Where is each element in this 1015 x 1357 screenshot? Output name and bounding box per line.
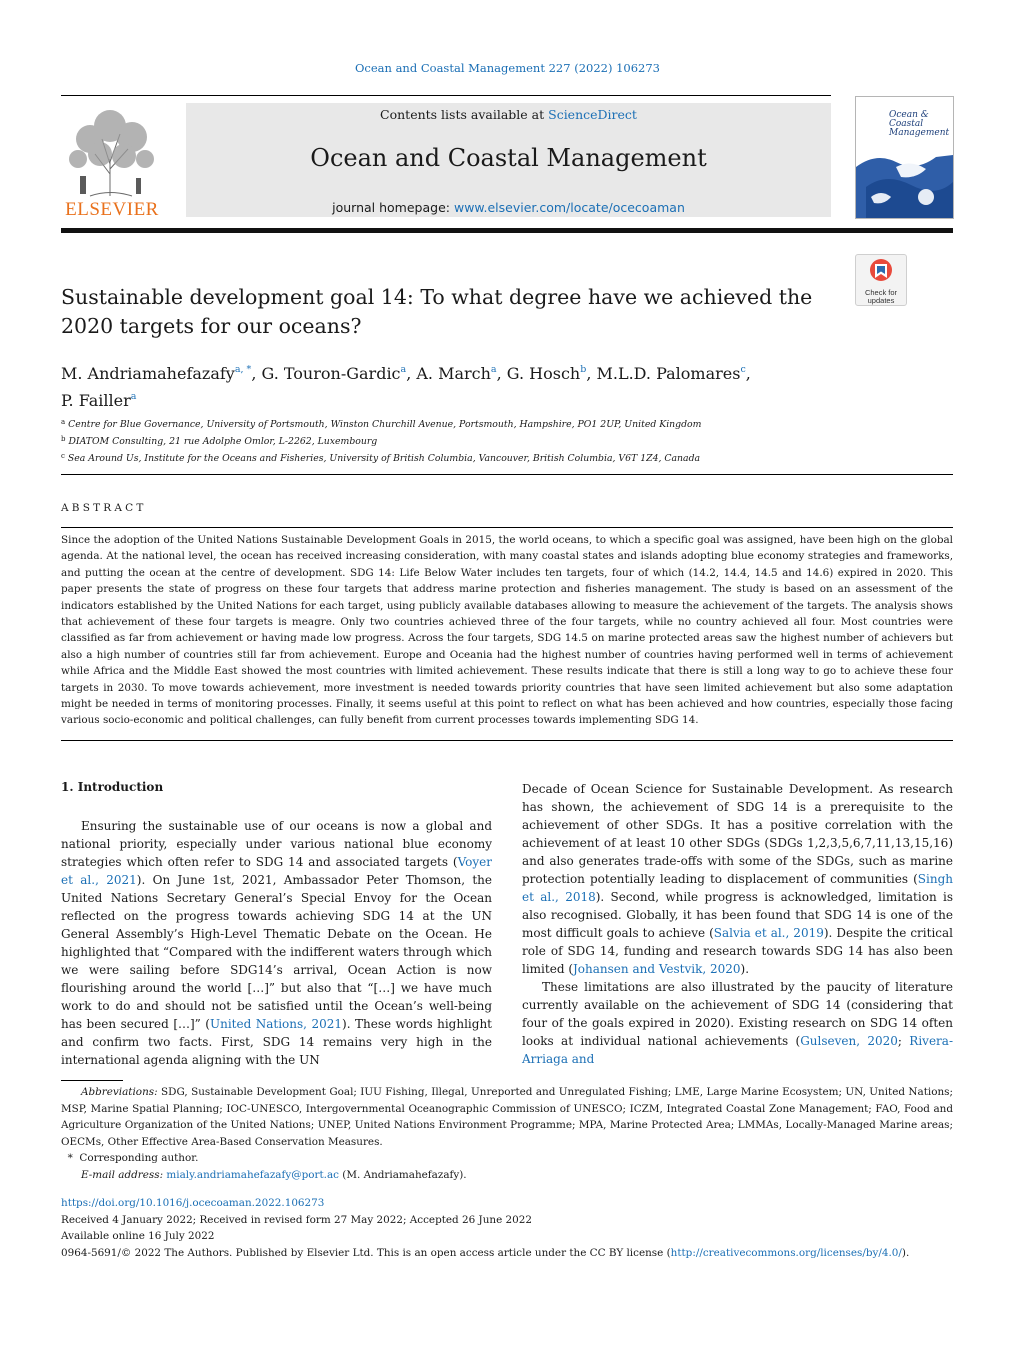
license-line: 0964-5691/© 2022 The Authors. Published by Elsevier Ltd. This is an open access article under the CC BY license (http://creativecommons.org/licenses/by/4.0/).	[61, 1246, 910, 1259]
citation-link[interactable]: Gulseven, 2020	[800, 1034, 898, 1048]
cover-title: Ocean & Coastal Management	[889, 110, 950, 138]
publication-info	[61, 1195, 953, 1261]
email-link[interactable]: mialy.andriamahefazafy@port.ac	[166, 1168, 339, 1181]
email-footnote: E-mail address: mialy.andriamahefazafy@port.ac (M. Andriamahefazafy).	[81, 1168, 467, 1181]
elsevier-wordmark: ELSEVIER	[65, 199, 159, 220]
divider	[61, 527, 953, 528]
journal-title: Ocean and Coastal Management	[310, 144, 707, 172]
article-title: Sustainable development goal 14: To what degree have we achieved the 2020 targets for our oceans?	[61, 285, 813, 338]
divider	[61, 740, 953, 741]
affiliation: $^c$ Sea Around Us, Institute for the Oceans and Fisheries, University of British Columbia, Vancouver, British Columbia, V6T 1Z4, Canada	[61, 452, 701, 464]
doi-link[interactable]: https://doi.org/10.1016/j.ocecoaman.2022.106273	[61, 1197, 325, 1209]
check-for-updates-badge[interactable]	[855, 254, 907, 306]
header-thick-rule	[61, 228, 953, 233]
corresponding-author-note: * Corresponding author.	[61, 1152, 199, 1164]
affiliations	[61, 415, 953, 466]
citation-link[interactable]: Salvia et al., 2019	[713, 926, 824, 940]
divider	[61, 474, 953, 475]
paragraph: Ensuring the sustainable use of our oceans is now a global and national priority, especially under various national blue economy strategies which often refer to SDG 14 and associated targets (Voyer et al., 2021). On June 1st, 2021, Ambassador Peter Thomson, the United Nations Secretary General’s Special Envoy for the Ocean reflected on the progress towards achieving SDG 14 at the UN General Assembly’s High-Level Thematic Debate on the Ocean. He highlighted that “Compared with the indifferent waters through which we were sailing before SDG14’s arrival, Ocean Action is now flourishing around the world […]” but also that “[…] we have much work to do and should not be satisfied until the Ocean’s well-being has been secured […]” (United Nations, 2021). These words highlight and confirm two facts. First, SDG 14 remains very high in the international agenda aligning with the UN	[61, 819, 493, 1067]
abstract-heading: ABSTRACT	[61, 502, 147, 514]
section-heading-introduction: 1. Introduction	[61, 780, 164, 794]
author[interactable]: P. Failler$^a$	[61, 391, 137, 410]
header-rule	[61, 95, 831, 96]
journal-cover	[855, 96, 954, 219]
paragraph: These limitations are also illustrated by the paucity of literature currently available on the achievement of SDG 14 (considering that four of the goals expired in 2020). Existing research on SDG 14 often looks at individual national achievements (Gulseven, 2020; Rivera-Arriaga and	[522, 980, 953, 1066]
affiliation: $^b$ DIATOM Consulting, 21 rue Adolphe Omlor, L-2262, Luxembourg	[61, 435, 378, 447]
citation-link[interactable]: Johansen and Vestvik, 2020	[573, 962, 741, 976]
paragraph: Decade of Ocean Science for Sustainable Development. As research has shown, the achievement of SDG 14 is a prerequisite to the achievement of other SDGs. It has a positive correlation with the achievement of at least 10 other SDGs (SDGs 1,2,3,5,6,7,11,13,15,16) and also generates trade-offs with some of the SDGs, such as marine protection potentially leading to displacement of communities (Singh et al., 2018). Second, while progress is acknowledged, limitation is also recognised. Globally, it has been found that SDG 14 is one of the most difficult goals to achieve (Salvia et al., 2019). Despite the critical role of SDG 14, funding and research towards SDG 14 has also been limited (Johansen and Vestvik, 2020).	[522, 782, 953, 976]
journal-reference[interactable]: Ocean and Coastal Management 227 (2022) 106273	[354, 61, 661, 75]
affiliation: $^a$ Centre for Blue Governance, University of Portsmouth, Winston Churchill Avenue, Portsmouth, Hampshire, PO1 2UP, United Kingdom	[61, 418, 702, 430]
author[interactable]: A. March$^a$	[416, 364, 497, 383]
citation-link[interactable]: Singh et al., 2018	[522, 872, 953, 904]
available-online-date: Available online 16 July 2022	[61, 1230, 215, 1242]
contents-line: Contents lists available at ScienceDirect	[380, 107, 637, 122]
footnote-rule	[61, 1080, 123, 1081]
author[interactable]: M.L.D. Palomares$^c$	[596, 364, 746, 383]
author[interactable]: M. Andriamahefazafy$^{a, *}$	[61, 364, 252, 383]
abstract-body: Since the adoption of the United Nations Sustainable Development Goals in 2015, the world oceans, to which a specific goal was assigned, have been high on the global agenda. At the national level, the ocean has received increasing consideration, with many coastal states and islands adopting blue economy strategies and frameworks, and putting the ocean at the centre of development. SDG 14: Life Below Water includes ten targets, four of which (14.2, 14.4, 14.5 and 14.6) expired in 2020. This paper presents the state of progress on these four targets that address marine protection and fisheries management. The study is based on an assessment of the indicators established by the United Nations for each target, using publicly available databases allowing to measure the achievement of the targets. The analysis shows that achievement of these four targets is meagre. Only two countries achieved three of the four targets, while no country achieved all four. Most countries were classified as far from achievement or having made low progress. Across the four targets, SDG 14.5 on marine protected areas saw the highest number of achievers but also a high number of countries still far from achievement. Europe and Oceania had the highest number of countries having performed well in terms of achievement while Africa and the Middle East showed the most countries with limited achievement. These results indicate that there is still a long way to go to achieve these four targets in 2030. To move towards achievement, more investment is needed towards priority countries that have seen limited achievement but also some adaptation might be needed in terms of monitoring processes. Finally, it seems useful at this point to reflect on what has been achieved and how countries, especially those facing various socio-economic and political challenges, can fully benefit from current processes towards implementing SDG 14.	[61, 534, 953, 727]
citation-link[interactable]: United Nations, 2021	[209, 1017, 343, 1031]
check-updates-icon	[856, 255, 906, 285]
license-link[interactable]: http://creativecommons.org/licenses/by/4.0/	[670, 1246, 902, 1259]
body-column-right	[522, 780, 953, 1068]
sciencedirect-link[interactable]: ScienceDirect	[548, 107, 637, 122]
check-updates-label: Check for updates	[864, 288, 898, 305]
citation-link[interactable]: Rivera-Arriaga and	[522, 1034, 953, 1066]
body-column-left	[61, 817, 492, 1069]
author[interactable]: G. Hosch$^b$	[506, 364, 587, 383]
received-dates: Received 4 January 2022; Received in revised form 27 May 2022; Accepted 26 June 2022	[61, 1213, 532, 1226]
author-list: M. Andriamahefazafy$^{a, *}$, G. Touron-Gardic$^a$, A. March$^a$, G. Hosch$^b$, M.L.D. Palomares$^c$, P. Failler$^a$	[61, 364, 751, 410]
abbreviations-footnote: Abbreviations: SDG, Sustainable Development Goal; IUU Fishing, Illegal, Unreported and Unregulated Fishing; LME, Large Marine Ecosystem; UN, United Nations; MSP, Marine Spatial Planning; IOC-UNESCO, Intergovernmental Oceanographic Commission of UNESCO; ICZM, Integrated Coastal Zone Management; FAO, Food and Agriculture Organization of the United Nations; UNEP, United Nations Environment Programme; MPA, Marine Protected Area; LMMAs, Locally-Managed Marine areas; OECMs, Other Effective Area-Based Conservation Measures.	[61, 1086, 953, 1148]
author[interactable]: G. Touron-Gardic$^a$	[261, 364, 407, 383]
journal-homepage-line: journal homepage: www.elsevier.com/locate/ocecoaman	[332, 200, 685, 215]
footnotes	[61, 1084, 953, 1183]
journal-homepage-link[interactable]: www.elsevier.com/locate/ocecoaman	[453, 200, 685, 215]
citation-link[interactable]: Voyer et al., 2021	[61, 855, 492, 887]
